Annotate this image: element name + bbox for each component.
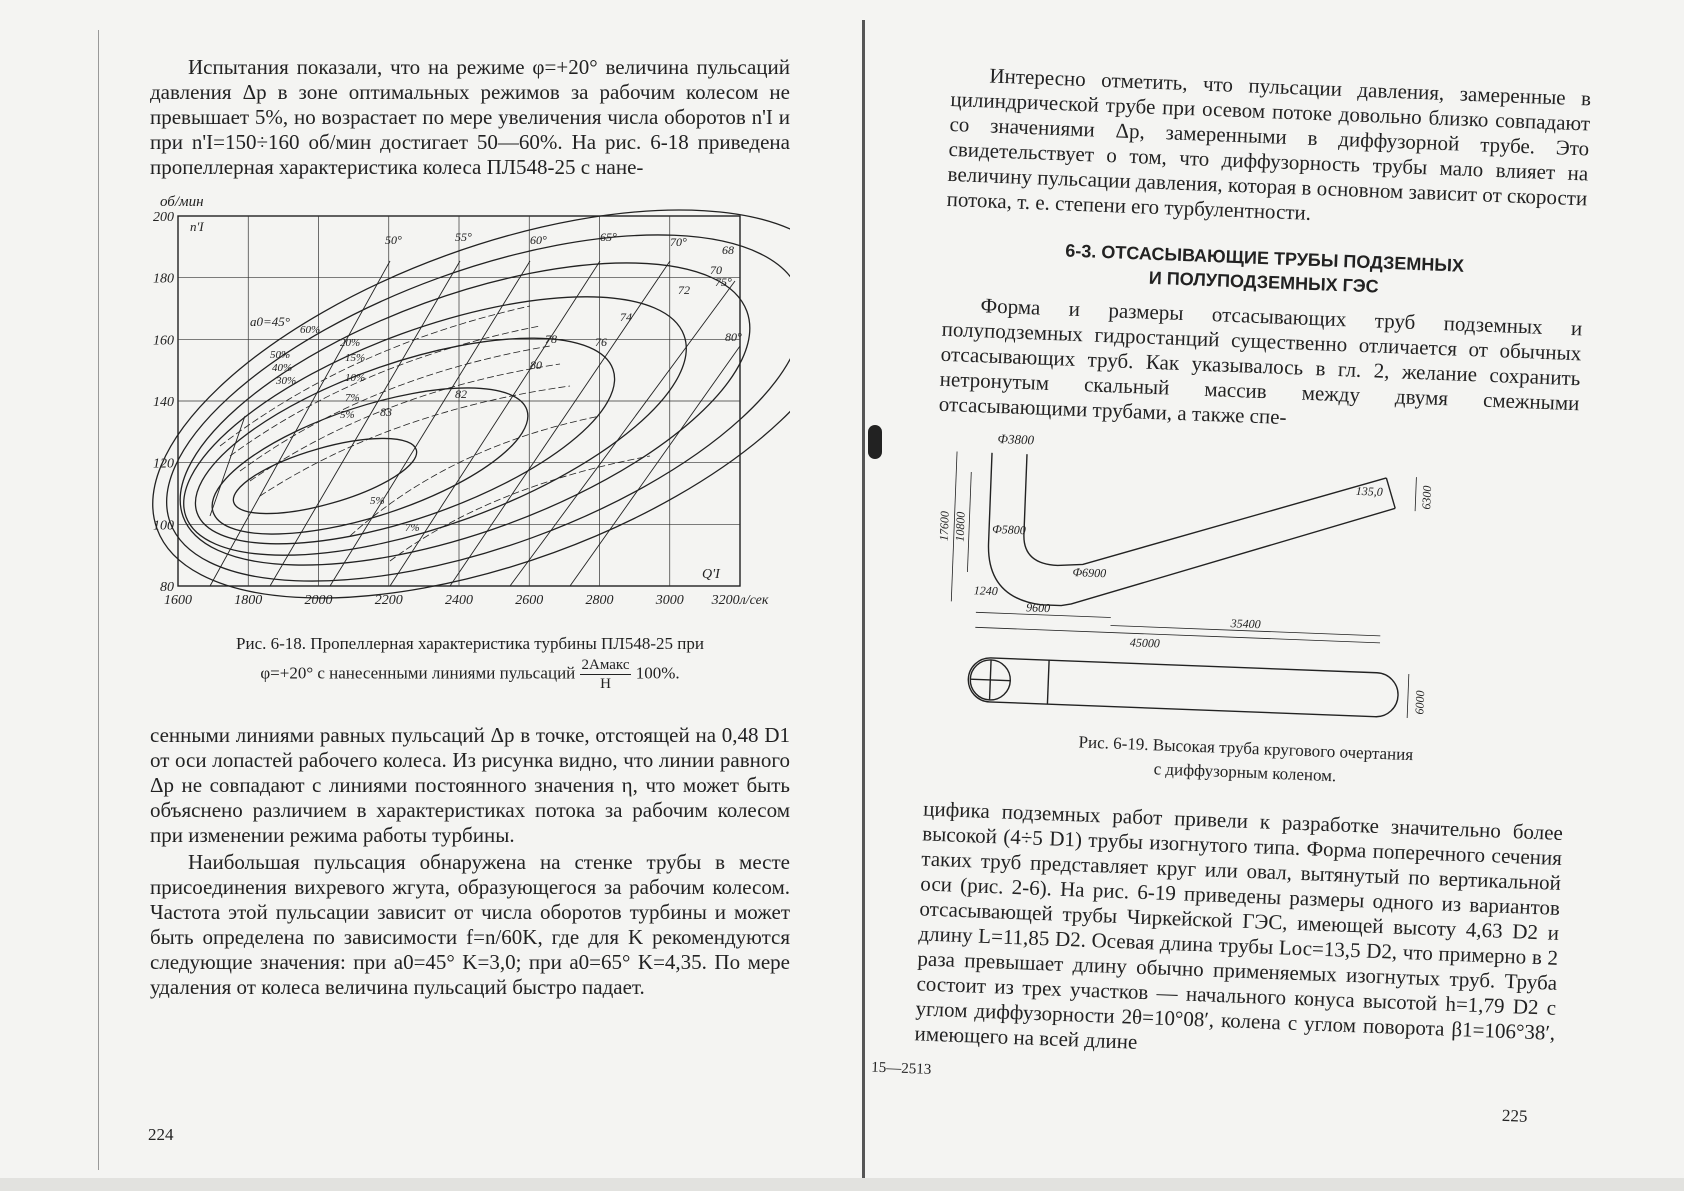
- figure-6-18-caption-line2: [150, 656, 790, 693]
- efficiency-label: 76: [595, 335, 607, 349]
- y-tick-label: 140: [153, 395, 174, 410]
- x-axis-symbol: Q'I: [702, 567, 720, 582]
- pulsation-label: 5%: [340, 409, 355, 421]
- y-tick-label: 160: [153, 333, 174, 349]
- angle-label: 50°: [385, 233, 402, 247]
- x-tick-label: 2600: [515, 593, 544, 608]
- figure-6-19-caption-line1: Рис. 6-19. Высокая труба кругового очертания: [1078, 732, 1414, 765]
- efficiency-label: 80: [530, 358, 542, 372]
- x-tick-label: 2000: [304, 593, 333, 608]
- left-paragraph-1: Испытания показали, что на режиме φ=+20° величина пульсаций давления Δp в зоне оптимальных режимов за рабочим колесом не превышает 5%, но возрастает по мере увеличения числа оборотов n'I и при n'I=150÷160 об/мин достигает 50—60%. На рис. 6-18 приведена пропеллерная характеристика колеса ПЛ548-25 с нане-: [150, 55, 790, 179]
- pulsation-label: 15%: [345, 352, 366, 364]
- pulsation-label: 10%: [345, 372, 366, 384]
- x-tick-label: 1600: [164, 593, 192, 608]
- dim-total-height: 17600: [936, 510, 952, 542]
- a0-label: a0=45°: [250, 314, 290, 329]
- dim-length-35400: 35400: [1230, 616, 1261, 632]
- angle-label: 65°: [600, 230, 617, 244]
- dim-length-45000: 45000: [1129, 635, 1161, 651]
- y-tick-label: 200: [153, 210, 174, 225]
- pulsation-label: 60%: [300, 324, 321, 336]
- dim-inner-height: 10800: [952, 511, 968, 542]
- pulsation-label: 30%: [276, 375, 297, 387]
- page-number-right: 225: [1501, 1105, 1528, 1126]
- pulsation-label: 20%: [340, 337, 361, 349]
- angle-label: 80°: [725, 330, 742, 344]
- figure-6-19-caption-line2: с диффузорным коленом.: [1153, 759, 1337, 786]
- y-tick-label: 100: [153, 518, 174, 534]
- right-paragraph-2: Форма и размеры отсасывающих труб подземных и полуподземных гидростанций существенно отличается от обычных отсасывающих труб. Как указывалось в гл. 2, желание сохранить нетронутым скальный массив между двумя смежными отсасывающими трубами, а также спе-: [938, 293, 1583, 430]
- section-heading-line2: И ПОЛУПОДЗЕМНЫХ ГЭС: [1148, 267, 1380, 297]
- page-edge-line: [98, 30, 99, 1170]
- pulsation-label: 5%: [370, 495, 385, 507]
- blade-angle-lines: [210, 261, 740, 586]
- elevation-mark: 135,0: [1355, 483, 1384, 499]
- y-tick-label: 180: [153, 271, 174, 287]
- page-number-left: 224: [148, 1125, 174, 1144]
- dim-bend-diameter: Ф5800: [991, 521, 1027, 538]
- angle-label: 75°: [715, 275, 732, 289]
- efficiency-label: 72: [678, 283, 690, 297]
- angle-label: 60°: [530, 233, 547, 247]
- efficiency-label: 82: [455, 387, 467, 401]
- efficiency-label: 74: [620, 310, 632, 324]
- dim-outlet-diameter: Ф6900: [1072, 565, 1107, 581]
- figure-6-19-drawing: [927, 421, 1558, 745]
- x-tick-label: 1800: [234, 593, 263, 608]
- angle-label: 70°: [670, 235, 687, 249]
- right-paragraph-3: цифика подземных работ привели к разработке значительно более высокой (4÷5 D1) трубы изогнутого типа. Форма поперечного сечения таких труб представляет круг или овал, вытянутый по вертикальной оси (рис. 2-6). На рис. 6-19 приведены размеры одного из вариантов отсасывающей трубы Чиркейской ГЭС, имеющей высоту 4,63 D2 и длину L=11,85 D2. Осевая длина трубы Lос=13,5 D2, что примерно в 2 раза превышает длину обычно применяемых изогнутых труб. Труба состоит из трех участков — начального конуса высотой h=1,79 D2 с углом диффузорности 2θ=10°08′, колена с углом поворота β1=106°38′, имеющего на всей длине: [914, 796, 1564, 1054]
- left-paragraph-3: Наибольшая пульсация обнаружена на стенке трубы в месте присоединения вихревого жгута, образующегося за рабочим колесом. Частота этой пульсации зависит от числа оборотов турбины и может быть определена по зависимости f=n/60K, где для K рекомендуются следующие значения: при a0=45° K=3,0; при a0=65° K=4,35. По мере удаления от колеса величина пульсаций быстро падает.: [150, 850, 790, 999]
- draft-tube-plan: [967, 657, 1408, 718]
- binding-hole: [868, 425, 882, 459]
- efficiency-label: 78: [545, 332, 557, 346]
- x-tick-label: 2200: [374, 593, 403, 608]
- section-heading-line1: 6-3. ОТСАСЫВАЮЩИЕ ТРУБЫ ПОДЗЕМНЫХ: [1065, 240, 1465, 276]
- y-axis-symbol: n'I: [190, 219, 204, 234]
- x-tick-label: 3000: [655, 593, 684, 608]
- pulsation-lines: [220, 306, 650, 561]
- dim-right-height: 6300: [1419, 485, 1435, 510]
- dim-top-diameter: Ф3800: [997, 431, 1035, 448]
- book-gutter: [862, 20, 865, 1180]
- pulsation-labels: [270, 324, 420, 534]
- dimension-lines: [950, 451, 1416, 644]
- y-tick-label: 80: [160, 580, 174, 595]
- efficiency-label: 68: [722, 243, 734, 257]
- pulsation-label: 50%: [270, 349, 291, 361]
- angle-label: 55°: [455, 230, 472, 244]
- caption-text-pre: φ=+20° с нанесенными линиями пульсаций: [260, 663, 576, 683]
- fraction-numerator: 2Aмакс: [581, 657, 630, 673]
- efficiency-label: 70: [710, 263, 722, 277]
- y-unit-label: об/мин: [160, 194, 204, 210]
- fraction-denominator: H: [600, 676, 611, 692]
- x-tick-label: 2400: [445, 593, 473, 608]
- x-tick-labels: [164, 593, 769, 608]
- x-tick-label: 3200л/сек: [711, 593, 769, 608]
- pulsation-label: 40%: [272, 362, 293, 374]
- efficiency-contours: [150, 186, 790, 626]
- y-tick-labels: [153, 210, 174, 595]
- caption-fraction: [580, 656, 632, 693]
- signature-mark: 15—2513: [871, 1059, 932, 1078]
- pulsation-label: 7%: [405, 522, 420, 534]
- page-bottom-edge: [0, 1178, 1684, 1191]
- efficiency-label: 83: [380, 405, 392, 419]
- right-paragraph-1: Интересно отметить, что пульсации давления, замеренные в цилиндрической трубе при осевом потоке довольно близко совпадают со значениями Δp, замеренными в диффузорной трубе. Это свидетельствует о том, что диффузорность трубы мало влияет на величину пульсации давления, которая в основном зависит от скорости потока, т. е. степени его турбулентности.: [946, 63, 1592, 225]
- pulsation-label: 7%: [345, 392, 360, 404]
- dim-plan-width: 6000: [1412, 690, 1428, 715]
- figure-6-18-chart: [150, 186, 790, 626]
- x-tick-label: 2800: [585, 593, 614, 608]
- dim-length-9600: 9600: [1025, 600, 1051, 616]
- left-paragraph-2: сенными линиями равных пульсаций Δp в точке, отстоящей на 0,48 D1 от оси лопастей рабочего колеса. Из рисунка видно, что линии равного Δp не совпадают с линиями постоянного значения η, что может быть объяснено различием в характеристиках потока за рабочим колесом при изменении режима работы турбины.: [150, 723, 790, 847]
- left-page: [148, 55, 790, 1144]
- figure-6-18-caption-line1: Рис. 6-18. Пропеллерная характеристика турбины ПЛ548-25 при: [236, 634, 704, 653]
- right-page: [871, 62, 1592, 1126]
- y-tick-label: 120: [153, 456, 174, 472]
- caption-text-post: 100%.: [635, 663, 680, 683]
- dim-low-height: 1240: [973, 583, 998, 599]
- draft-tube-elevation: [986, 453, 1396, 618]
